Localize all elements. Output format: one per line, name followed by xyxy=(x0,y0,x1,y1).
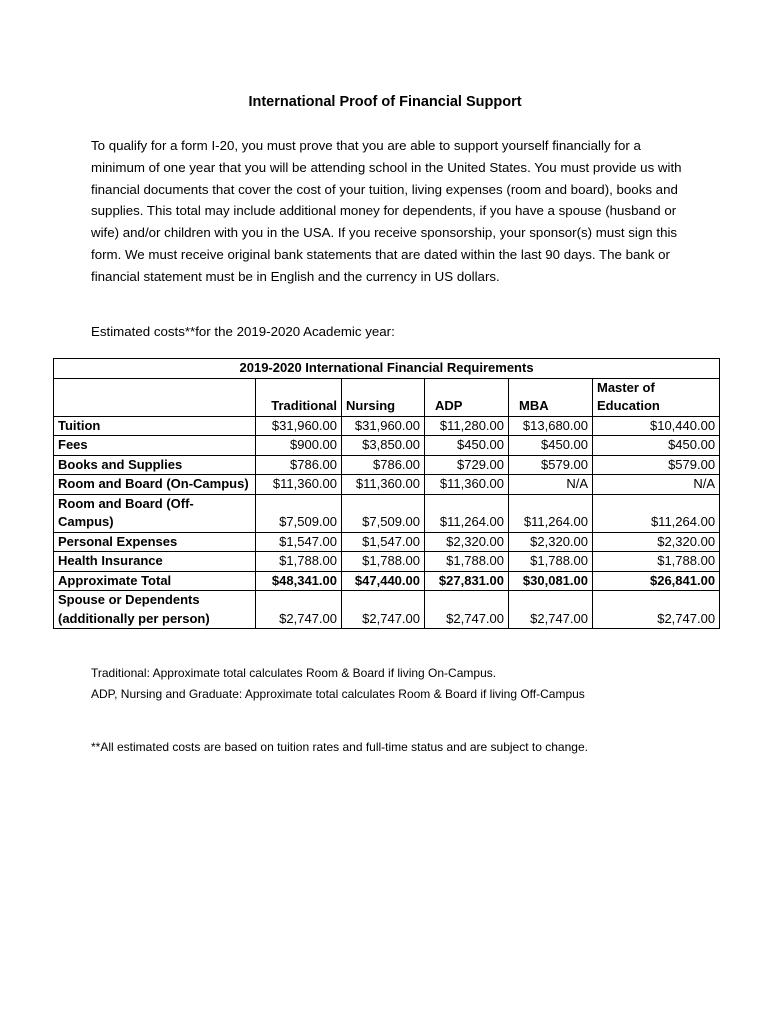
cell-value: $1,547.00 xyxy=(256,532,342,552)
cell-value: $47,440.00 xyxy=(342,571,425,591)
cell-value: N/A xyxy=(509,475,593,495)
table-row xyxy=(54,494,720,532)
cell-value: $31,960.00 xyxy=(342,416,425,436)
cell-value: $1,788.00 xyxy=(593,552,720,572)
cell-value: $579.00 xyxy=(593,455,720,475)
cell-value: $1,547.00 xyxy=(342,532,425,552)
cell-value: $1,788.00 xyxy=(342,552,425,572)
cell-value: $3,850.00 xyxy=(342,436,425,456)
cell-value: $450.00 xyxy=(509,436,593,456)
cell-value: $11,280.00 xyxy=(425,416,509,436)
cell-value: $11,360.00 xyxy=(425,475,509,495)
cell-value: $10,440.00 xyxy=(593,416,720,436)
row-label: Tuition xyxy=(54,416,256,436)
note-traditional: Traditional: Approximate total calculates Room & Board if living On-Campus. xyxy=(91,666,497,680)
row-label: Fees xyxy=(54,436,256,456)
row-label: Books and Supplies xyxy=(54,455,256,475)
page-title: International Proof of Financial Support xyxy=(248,94,522,110)
cell-value: $11,360.00 xyxy=(256,475,342,495)
header-traditional: Traditional xyxy=(256,378,342,416)
cell-value: $450.00 xyxy=(425,436,509,456)
row-label: Spouse or Dependents (additionally per person) xyxy=(54,591,256,629)
cell-value: $11,264.00 xyxy=(425,494,509,532)
cell-value: $7,509.00 xyxy=(342,494,425,532)
cell-value: $2,747.00 xyxy=(256,591,342,629)
table-row xyxy=(54,591,720,629)
cell-value: $2,320.00 xyxy=(509,532,593,552)
note-disclaimer: **All estimated costs are based on tuition rates and full-time status and are subject to change. xyxy=(91,740,588,754)
row-label: Approximate Total xyxy=(54,571,256,591)
header-blank xyxy=(54,378,256,416)
cell-value: $13,680.00 xyxy=(509,416,593,436)
table-row-total xyxy=(54,571,720,591)
cell-value: $31,960.00 xyxy=(256,416,342,436)
cell-value: $11,360.00 xyxy=(342,475,425,495)
cell-value: $1,788.00 xyxy=(425,552,509,572)
row-label: Room and Board (Off-Campus) xyxy=(54,494,256,532)
cell-value: $786.00 xyxy=(342,455,425,475)
cell-value: $7,509.00 xyxy=(256,494,342,532)
cell-value: $2,747.00 xyxy=(342,591,425,629)
cell-value: $30,081.00 xyxy=(509,571,593,591)
table-row xyxy=(54,455,720,475)
cell-value: $2,320.00 xyxy=(593,532,720,552)
cell-value: $1,788.00 xyxy=(509,552,593,572)
header-mba: MBA xyxy=(509,378,593,416)
table-row xyxy=(54,552,720,572)
note-adp-nursing-graduate: ADP, Nursing and Graduate: Approximate total calculates Room & Board if living Off-Campus xyxy=(91,687,585,701)
cell-value: N/A xyxy=(593,475,720,495)
cell-value: $450.00 xyxy=(593,436,720,456)
cell-value: $11,264.00 xyxy=(509,494,593,532)
cell-value: $2,747.00 xyxy=(509,591,593,629)
cell-value: $900.00 xyxy=(256,436,342,456)
table-row xyxy=(54,416,720,436)
cell-value: $27,831.00 xyxy=(425,571,509,591)
row-label: Room and Board (On-Campus) xyxy=(54,475,256,495)
cell-value: $11,264.00 xyxy=(593,494,720,532)
financial-requirements-table xyxy=(53,358,720,629)
cell-value: $579.00 xyxy=(509,455,593,475)
cell-value: $2,320.00 xyxy=(425,532,509,552)
cell-value: $48,341.00 xyxy=(256,571,342,591)
cell-value: $729.00 xyxy=(425,455,509,475)
header-nursing: Nursing xyxy=(342,378,425,416)
table-row xyxy=(54,475,720,495)
intro-paragraph: To qualify for a form I-20, you must prove that you are able to support yourself financially for a minimum of one year that you will be attending school in the United States. You must provide us with financial documents that cover the cost of your tuition, living expenses (room and board), books and supplies. This total may include additional money for dependents, if you have a spouse (husband or wife) and/or children with you in the USA. If you receive sponsorship, your sponsor(s) must sign this form. We must receive original bank statements that are dated within the last 90 days. The bank or financial statement must be in English and the currency in US dollars. xyxy=(91,138,682,284)
table-header-row xyxy=(54,378,720,416)
table-row xyxy=(54,532,720,552)
cell-value: $1,788.00 xyxy=(256,552,342,572)
row-label: Personal Expenses xyxy=(54,532,256,552)
header-master-of-education: Master of Education xyxy=(593,378,720,416)
table-row xyxy=(54,436,720,456)
cell-value: $2,747.00 xyxy=(593,591,720,629)
table-caption: 2019-2020 International Financial Requirements xyxy=(54,359,720,379)
estimated-costs-label: Estimated costs**for the 2019-2020 Academic year: xyxy=(91,324,395,339)
cell-value: $26,841.00 xyxy=(593,571,720,591)
cell-value: $786.00 xyxy=(256,455,342,475)
row-label: Health Insurance xyxy=(54,552,256,572)
cell-value: $2,747.00 xyxy=(425,591,509,629)
header-adp: ADP xyxy=(425,378,509,416)
